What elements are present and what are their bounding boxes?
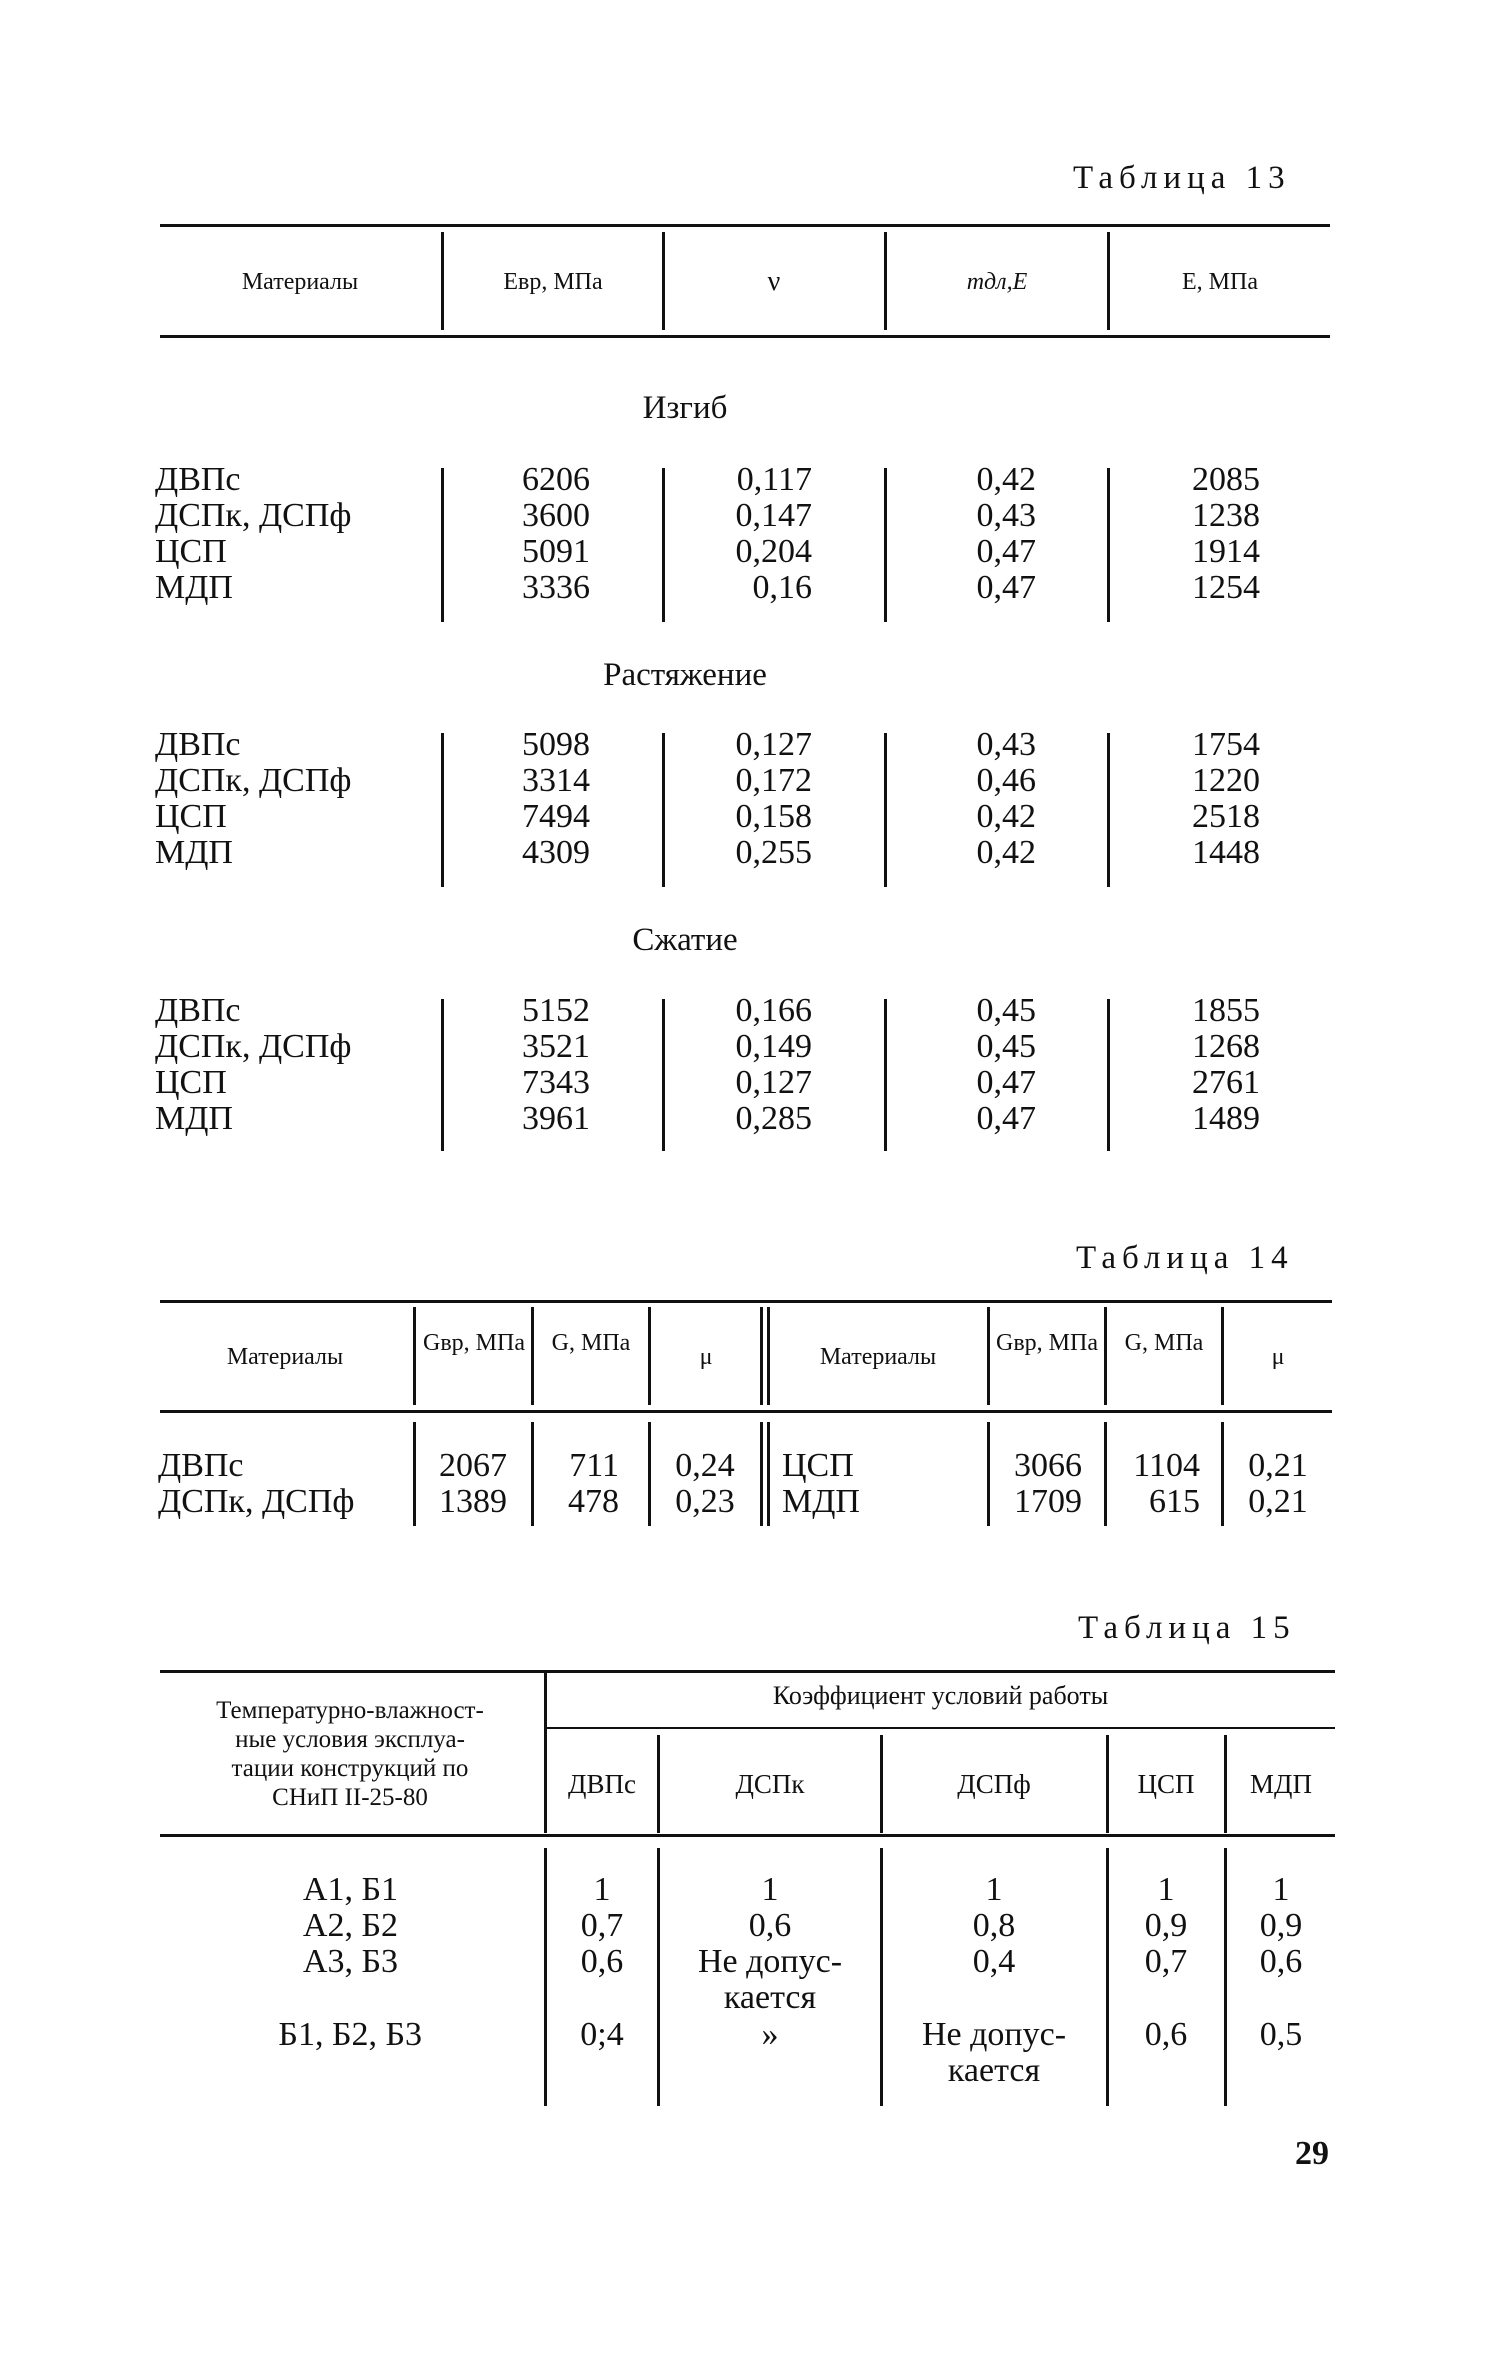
table14-column-divider: [767, 1307, 770, 1405]
table15-header-conditions: Температурно-влажност- ные условия эксплуа- тации конструкций по СНиП II-25-80: [216, 1697, 484, 1811]
table15-header-column: ЦСП: [1137, 1769, 1195, 1799]
table15-tsp-cell: 0,6: [1144, 2016, 1188, 2053]
table13-header-divider: [441, 232, 444, 330]
table13-column-divider: [662, 999, 665, 1151]
table14-column-divider: [1221, 1307, 1224, 1405]
table14-column-divider: [531, 1422, 534, 1526]
table15-condition-cell: А3, Б3: [302, 1943, 398, 1980]
table14-top-rule: [160, 1300, 1332, 1303]
table14-header-rule: [160, 1410, 1332, 1413]
table15-dvps-cell: 0,6: [580, 1943, 624, 1980]
table15-header-column: ДСПф: [957, 1769, 1031, 1799]
table15-column-divider: [1224, 1848, 1227, 2106]
table14-header-mu: μ: [1271, 1344, 1285, 1370]
table15-header-coef: Коэффициент условий работы: [772, 1681, 1109, 1710]
table13-e-cell: 1855 1268 2761 1489: [1192, 992, 1260, 1137]
table14-column-divider: [413, 1422, 416, 1526]
table13-column-divider: [884, 733, 887, 887]
table13-section-title: Изгиб: [642, 390, 728, 426]
table15-dspf-cell: 1: [985, 1871, 1003, 1908]
table14-header-materials: Материалы: [819, 1344, 937, 1370]
table15-dspf-cell: 0,8: [972, 1907, 1016, 1944]
table13-m-dl-cell: 0,45 0,45 0,47 0,47: [976, 992, 1036, 1137]
table15-header-rule: [160, 1834, 1335, 1837]
table15-header-column: ДСПк: [735, 1769, 805, 1799]
table15-tsp-cell: 0,7: [1144, 1943, 1188, 1980]
table14-header-g-vr: Gвр, МПа: [423, 1330, 525, 1356]
table15-tsp-cell: 0,9: [1144, 1907, 1188, 1944]
table14-column-divider: [1221, 1422, 1224, 1526]
table13-top-rule: [160, 224, 1330, 227]
table15-column-divider: [1224, 1735, 1227, 1833]
table15-column-divider: [880, 1735, 883, 1833]
table13-header-m-dl: mдл,E: [966, 269, 1028, 295]
table15-dvps-cell: 0,7: [580, 1907, 624, 1944]
table13-header-divider: [662, 232, 665, 330]
table15-column-divider: [544, 1848, 547, 2106]
table13-column-divider: [1107, 999, 1110, 1151]
table15-mdp-cell: 0,5: [1259, 2016, 1303, 2053]
table15-column-divider: [657, 1735, 660, 1833]
table13-materials-cell: ДВПс ДСПк, ДСПф ЦСП МДП: [155, 726, 352, 871]
table14-title: Таблица 14: [1076, 1240, 1294, 1276]
table14-mu-cell: 0,21 0,21: [1248, 1447, 1308, 1520]
table14-column-divider: [767, 1422, 770, 1526]
table14-header-mu: μ: [699, 1344, 713, 1370]
table14-column-divider: [760, 1307, 763, 1405]
table14-column-divider: [413, 1307, 416, 1405]
table13-e-vr-cell: 5152 3521 7343 3961: [522, 992, 590, 1137]
table13-nu-cell: 0,117 0,147 0,204 0,16: [735, 461, 812, 606]
table13-column-divider: [884, 468, 887, 622]
table15-title: Таблица 15: [1078, 1610, 1296, 1646]
table14-column-divider: [987, 1422, 990, 1526]
table15-mdp-cell: 0,9: [1259, 1907, 1303, 1944]
table15-dspk-cell: Не допус- кается: [697, 1943, 843, 2016]
table15-column-divider: [1106, 1848, 1109, 2106]
table13-header-materials: Материалы: [241, 269, 359, 295]
table15-dspk-cell: »: [761, 2016, 779, 2053]
table15-condition-cell: А2, Б2: [302, 1907, 398, 1944]
table15-dspf-cell: Не допус- кается: [921, 2016, 1067, 2089]
table13-column-divider: [441, 999, 444, 1151]
table13-e-cell: 1754 1220 2518 1448: [1192, 726, 1260, 871]
table14-header-g: G, МПа: [551, 1330, 631, 1356]
table14-g-vr-cell: 2067 1389: [439, 1447, 507, 1520]
table13-column-divider: [441, 468, 444, 622]
table15-column-divider: [544, 1673, 547, 1833]
table15-dspk-cell: 0,6: [748, 1907, 792, 1944]
table14-materials-cell: ДВПс ДСПк, ДСПф: [158, 1447, 355, 1520]
table14-header-g: G, МПа: [1124, 1330, 1204, 1356]
table14-materials-cell: ЦСП МДП: [782, 1447, 860, 1520]
table14-column-divider: [760, 1422, 763, 1526]
table13-header-nu: ν: [767, 266, 781, 297]
table13-column-divider: [1107, 733, 1110, 887]
page-number: 29: [1295, 2135, 1329, 2172]
table14-g-cell: 711 478: [568, 1447, 619, 1520]
table13-title: Таблица 13: [1073, 160, 1291, 196]
table13-section-title: Растяжение: [603, 657, 767, 693]
table13-materials-cell: ДВПс ДСПк, ДСПф ЦСП МДП: [155, 992, 352, 1137]
table14-header-g-vr: Gвр, МПа: [996, 1330, 1098, 1356]
table15-mdp-cell: 1: [1272, 1871, 1290, 1908]
table13-m-dl-cell: 0,43 0,46 0,42 0,42: [976, 726, 1036, 871]
table13-header-rule: [160, 335, 1330, 338]
table13-header-e: E, МПа: [1182, 269, 1258, 295]
table15-dspk-cell: 1: [761, 1871, 779, 1908]
table13-column-divider: [441, 733, 444, 887]
table14-header-materials: Материалы: [226, 1344, 344, 1370]
table14-g-vr-cell: 3066 1709: [1014, 1447, 1082, 1520]
table13-nu-cell: 0,127 0,172 0,158 0,255: [735, 726, 812, 871]
table13-section-title: Сжатие: [632, 922, 738, 958]
table13-e-cell: 2085 1238 1914 1254: [1192, 461, 1260, 606]
table15-top-rule: [160, 1670, 1335, 1673]
table14-column-divider: [987, 1307, 990, 1405]
table14-column-divider: [648, 1422, 651, 1526]
table13-column-divider: [662, 733, 665, 887]
table13-column-divider: [884, 999, 887, 1151]
table15-header-column: МДП: [1250, 1769, 1312, 1799]
table13-m-dl-cell: 0,42 0,43 0,47 0,47: [976, 461, 1036, 606]
table14-column-divider: [1104, 1307, 1107, 1405]
table13-nu-cell: 0,166 0,149 0,127 0,285: [735, 992, 812, 1137]
table13-materials-cell: ДВПс ДСПк, ДСПф ЦСП МДП: [155, 461, 352, 606]
table15-column-divider: [880, 1848, 883, 2106]
table15-column-divider: [657, 1848, 660, 2106]
table15-condition-cell: А1, Б1: [302, 1871, 398, 1908]
table15-dvps-cell: 1: [593, 1871, 611, 1908]
table14-column-divider: [648, 1307, 651, 1405]
table15-dspf-cell: 0,4: [972, 1943, 1016, 1980]
table13-column-divider: [662, 468, 665, 622]
table14-g-cell: 1104 615: [1133, 1447, 1200, 1520]
table15-header-column: ДВПс: [568, 1769, 636, 1799]
table15-column-divider: [1106, 1735, 1109, 1833]
table13-e-vr-cell: 6206 3600 5091 3336: [522, 461, 590, 606]
table15-tsp-cell: 1: [1157, 1871, 1175, 1908]
table14-column-divider: [531, 1307, 534, 1405]
table13-header-divider: [884, 232, 887, 330]
table15-dvps-cell: 0;4: [580, 2016, 624, 2053]
table13-e-vr-cell: 5098 3314 7494 4309: [522, 726, 590, 871]
table15-mdp-cell: 0,6: [1259, 1943, 1303, 1980]
table14-mu-cell: 0,24 0,23: [675, 1447, 735, 1520]
table13-header-e-vr: Eвр, МПа: [503, 269, 603, 295]
table13-header-divider: [1107, 232, 1110, 330]
table13-column-divider: [1107, 468, 1110, 622]
table15-condition-cell: Б1, Б2, Б3: [278, 2016, 422, 2053]
table14-column-divider: [1104, 1422, 1107, 1526]
table15-coef-rule: [544, 1727, 1335, 1729]
